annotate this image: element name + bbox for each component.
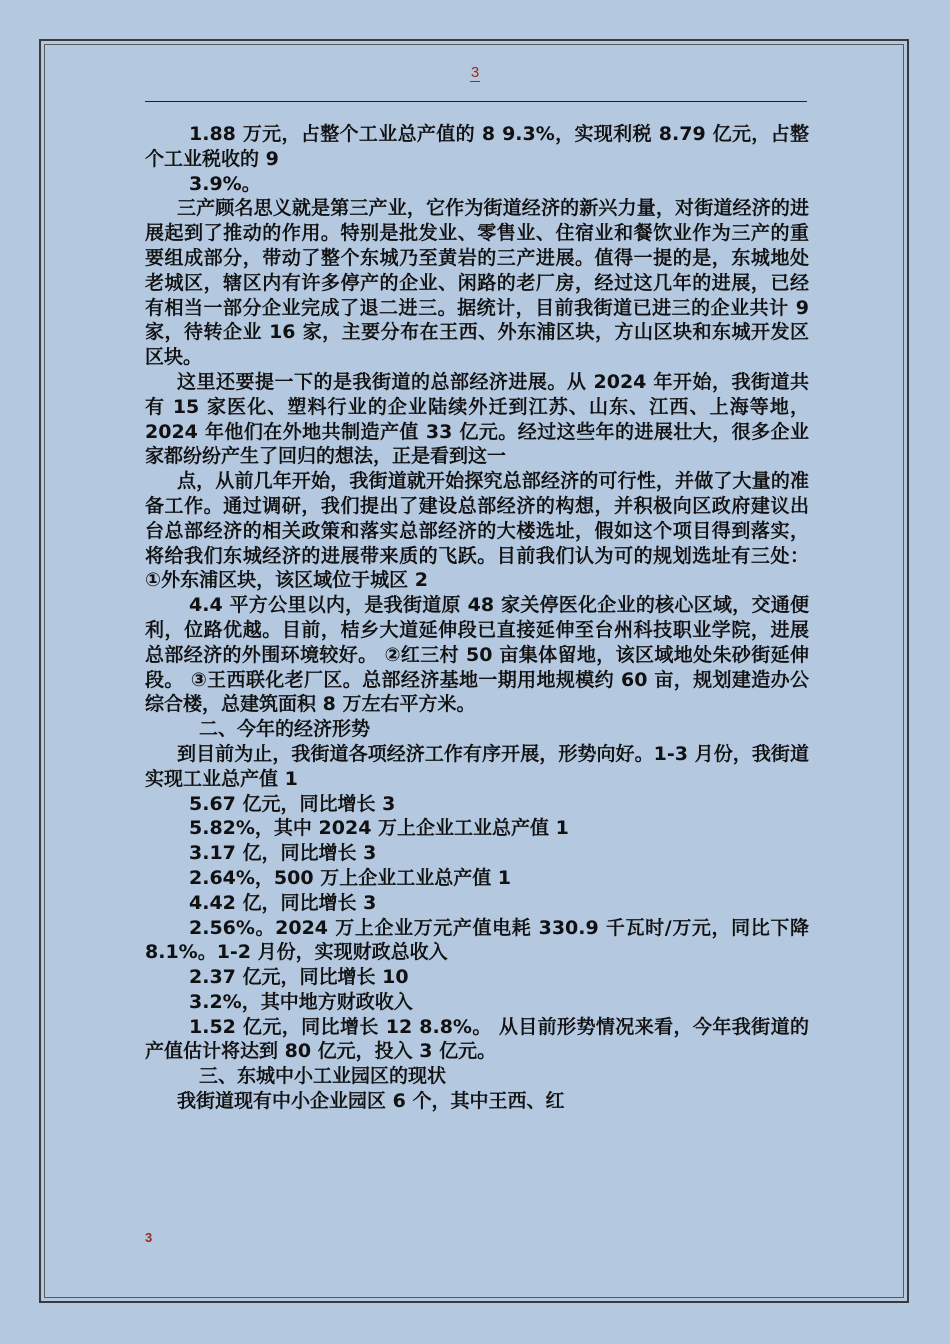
footer-page-number: 3 [145, 1230, 153, 1245]
paragraph: 5.82%，其中 2024 万上企业工业总产值 1 [189, 817, 569, 840]
header-rule [145, 101, 807, 102]
paragraph: 这里还要提一下的是我街道的总部经济进展。从 2024 年开始，我街道共有 15 家医化、塑料行业的企业陆续外迁到江苏、山东、江西、上海等地， 2024 年他们在外地共制造产值 33 亿元。经过这些年的进展壮大，很多企业家都纷纷产生了回归的想法，正是看到这一 [145, 370, 809, 468]
paragraph: 4.42 亿，同比增长 3 [189, 891, 377, 914]
paragraph: 到目前为止，我街道各项经济工作有序开展，形势向好。1-3 月份，我街道实现工业总产值 1 [145, 742, 809, 790]
document-body [145, 122, 809, 1114]
section-heading: 二、今年的经济形势 [199, 718, 371, 741]
paragraph: 点，从前几年开始，我街道就开始探究总部经济的可行性，并做了大量的准备工作。通过调研，我们提出了建设总部经济的构想，并积极向区政府建议出台总部经济的相关政策和落实总部经济的大楼选址，假如这个项目得到落实，将给我们东城经济的进展带来质的飞跃。目前我们认为可的规划选址有三处： ①外东浦区块，该区域位于城区 2 [145, 470, 809, 592]
paragraph: 我街道现有中小企业园区 6 个，其中王西、红 [177, 1090, 565, 1113]
header-page-number: 3 [470, 64, 480, 81]
paragraph: 2.56%。2024 万上企业万元产值电耗 330.9 千瓦时/万元，同比下降 8.1%。1-2 月份，实现财政总收入 [145, 916, 809, 964]
paragraph: 2.37 亿元，同比增长 10 [189, 966, 409, 989]
paragraph: 3.2%，其中地方财政收入 [189, 990, 413, 1013]
paragraph: 1.52 亿元，同比增长 12 8.8%。 从目前形势情况来看，今年我街道的产值估计将达到 80 亿元，投入 3 亿元。 [145, 1015, 809, 1063]
paragraph: 3.17 亿，同比增长 3 [189, 842, 377, 865]
paragraph: 2.64%，500 万上企业工业总产值 1 [189, 866, 512, 889]
paragraph: 三产顾名思义就是第三产业，它作为街道经济的新兴力量，对街道经济的进展起到了推动的作用。特别是批发业、零售业、住宿业和餐饮业作为三产的重要组成部分，带动了整个东城乃至黄岩的三产进展。值得一提的是，东城地处老城区，辖区内有许多停产的企业、闲路的老厂房，经过这几年的进展，已经有相当一部分企业完成了退二进三。据统计，目前我街道已进三的企业共计 9 家，待转企业 16 家，主要分布在王西、外东浦区块，方山区块和东城开发区区块。 [145, 197, 809, 369]
paragraph: 5.67 亿元，同比增长 3 [189, 792, 396, 815]
section-heading: 三、东城中小工业园区的现状 [199, 1065, 447, 1088]
paragraph: 1.88 万元，占整个工业总产值的 8 9.3%，实现利税 8.79 亿元，占整个工业税收的 9 [145, 123, 809, 170]
paragraph: 3.9%。 [189, 172, 261, 195]
paragraph: 4.4 平方公里以内，是我街道原 48 家关停医化企业的核心区域，交通便利，位路优越。目前，桔乡大道延伸段已直接延伸至台州科技职业学院，进展总部经济的外围环境较好。 ②红三村 50 亩集体留地，该区域地处朱砂街延伸段。 ③王西联化老厂区。总部经济基地一期用地规模约 60 亩，规划建造办公综合楼，总建筑面积 8 万左右平方米。 [145, 594, 809, 716]
